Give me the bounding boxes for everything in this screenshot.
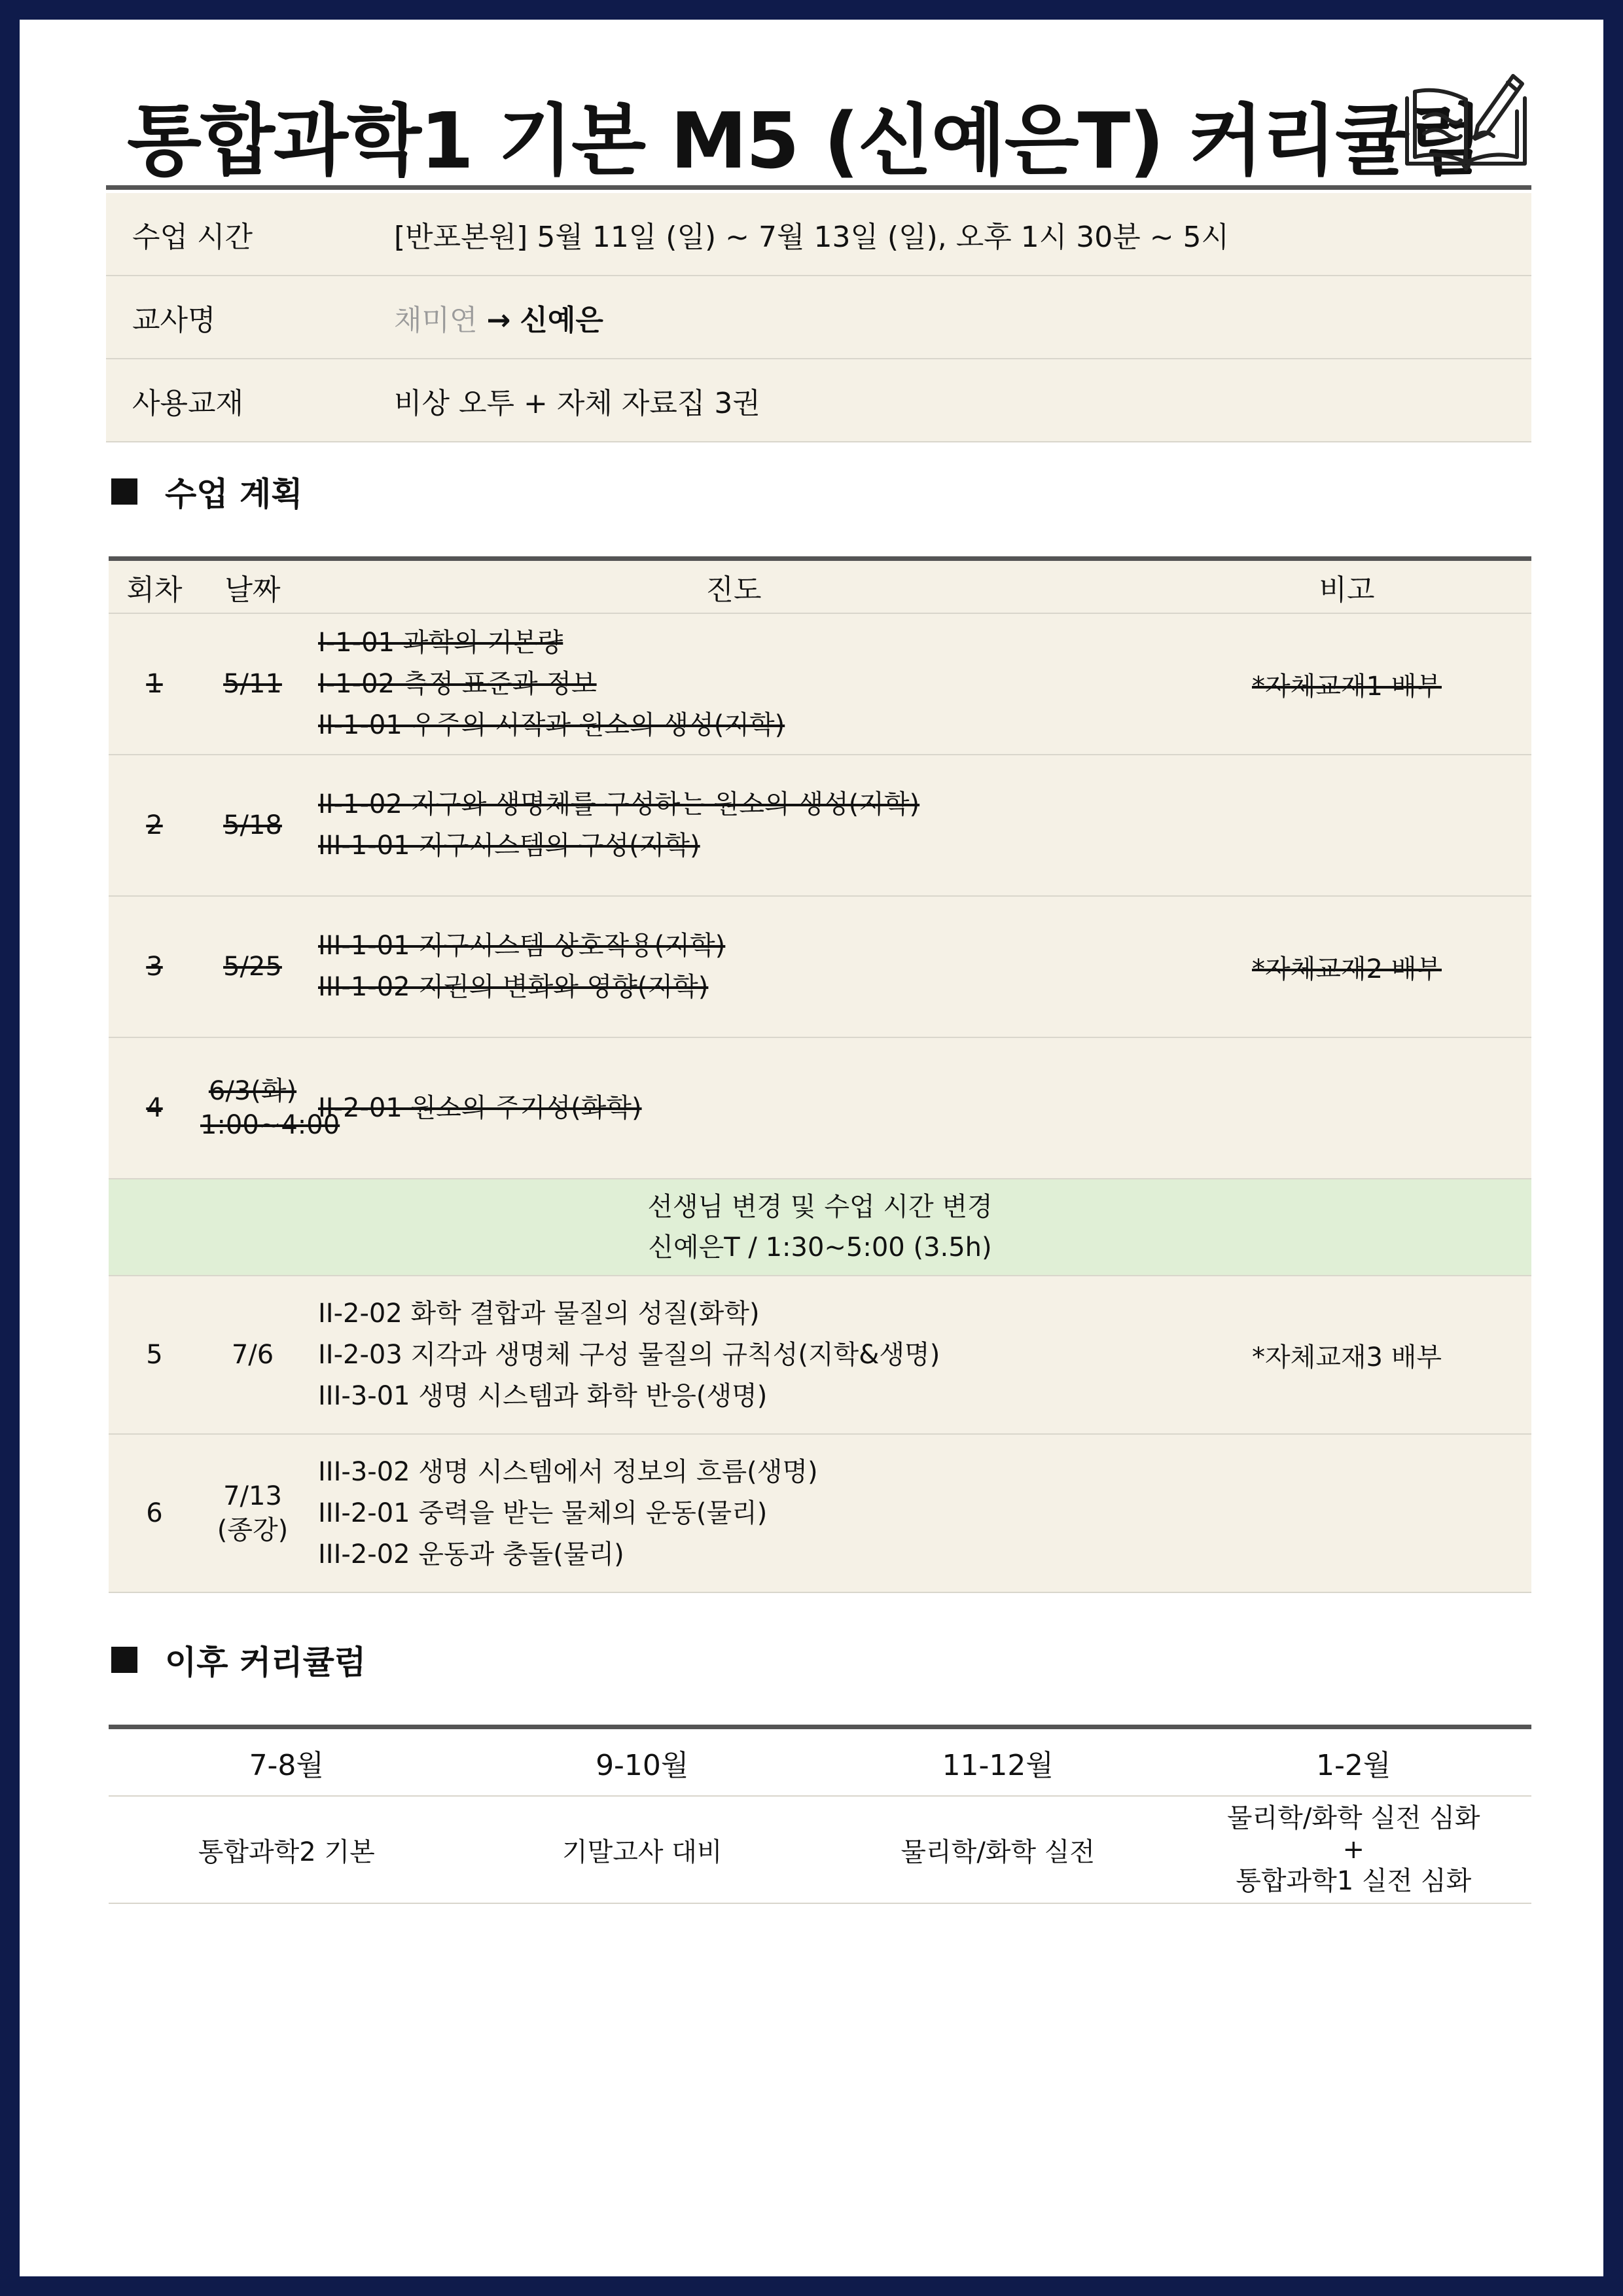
header-note: 비고: [1319, 573, 1375, 607]
progress-line: I-1-02 측정 표준과 정보: [318, 668, 597, 699]
progress-line: III-2-02 운동과 충돌(물리): [318, 1539, 624, 1570]
row-progress: [305, 925, 1162, 1008]
future-header-cell: 11-12월: [942, 1748, 1054, 1782]
row-no: 6: [146, 1498, 163, 1528]
row-progress: [305, 1452, 1162, 1575]
progress-line: II-1-01 우주의 시작과 원소의 생성(지학): [318, 709, 785, 740]
info-row-textbook: [106, 359, 1531, 442]
header: [106, 59, 1531, 190]
future-cell: 기말고사 대비: [562, 1837, 722, 1867]
progress-line: III-3-01 생명 시스템과 화학 반응(생명): [318, 1380, 768, 1411]
teacher-value: [394, 296, 1531, 338]
table-row: [109, 755, 1531, 897]
square-bullet-icon: [111, 478, 137, 505]
date-line: (종강): [217, 1515, 289, 1545]
row-progress: [305, 784, 1162, 867]
date-line: 6/3(화): [208, 1076, 297, 1106]
info-row-class-time: [106, 193, 1531, 276]
table-row: [109, 897, 1531, 1038]
future-section-title: [111, 1636, 366, 1683]
document-page: [20, 20, 1603, 2276]
row-date: 5/25: [223, 952, 282, 982]
future-cell: [1176, 1803, 1532, 1897]
future-header-cell: 7-8월: [249, 1748, 324, 1782]
class-time-value: [반포본원] 5월 11일 (일) ~ 7월 13일 (일), 오후 1시 30분 ~ 5시: [394, 220, 1230, 254]
table-row: [109, 1435, 1531, 1593]
future-header-cell: 9-10월: [596, 1748, 689, 1782]
row-no: 5: [146, 1340, 163, 1370]
info-row-teacher: [106, 276, 1531, 359]
row-note: *자체교재2 배부: [1251, 954, 1442, 984]
progress-line: III-3-02 생명 시스템에서 정보의 흐름(생명): [318, 1456, 818, 1487]
textbook-label: 사용교재: [132, 386, 244, 420]
info-table: [106, 193, 1531, 442]
future-cell: 통합과학2 기본: [198, 1837, 375, 1867]
progress-line: III-1-02 지권의 변화와 영향(지학): [318, 972, 709, 1002]
future-cell: 물리학/화학 실전: [901, 1837, 1096, 1867]
square-bullet-icon: [111, 1647, 137, 1673]
row-progress: [305, 622, 1162, 746]
progress-line: III-2-01 중력을 받는 물체의 운동(물리): [318, 1498, 768, 1528]
row-no: 3: [146, 952, 163, 982]
row-date: 5/18: [223, 810, 282, 840]
future-header-cell: 1-2월: [1316, 1748, 1391, 1782]
future-table-header: [109, 1725, 1531, 1797]
header-date: 날짜: [224, 573, 281, 607]
page-title: 통합과학1 기본 M5 (신예은T) 커리큘럼: [127, 96, 1482, 186]
row-no: 1: [146, 669, 163, 699]
future-cell-line: 통합과학1 실전 심화: [1236, 1866, 1472, 1896]
progress-line: III-1-01 지구시스템 상호작용(지학): [318, 931, 726, 961]
plan-table: [109, 556, 1531, 1593]
row-date: 7/6: [231, 1340, 274, 1370]
teacher-arrow: →: [486, 303, 511, 337]
notice-line-1: 선생님 변경 및 수업 시간 변경: [647, 1192, 993, 1222]
future-cell-line: +: [1342, 1835, 1364, 1865]
row-no: 4: [146, 1093, 163, 1123]
plan-section-title: [111, 468, 303, 515]
table-row: [109, 1276, 1531, 1435]
progress-line: I-1-01 과학의 기본량: [318, 627, 563, 658]
row-note: *자체교재3 배부: [1251, 1342, 1442, 1372]
progress-line: II-2-03 지각과 생명체 구성 물질의 규칙성(지학&생명): [318, 1339, 940, 1370]
class-time-label: 수업 시간: [132, 220, 253, 254]
future-table-row: [109, 1797, 1531, 1904]
teacher-label: 교사명: [132, 303, 216, 337]
future-curriculum-table: [109, 1725, 1531, 1904]
date-line: 7/13: [223, 1481, 282, 1511]
notice-line-2: 신예은T / 1:30~5:00 (3.5h): [648, 1232, 992, 1263]
row-date: [200, 1479, 305, 1547]
open-book-pen-icon: [1400, 65, 1531, 177]
progress-line: III-1-01 지구시스템의 구성(지학): [318, 831, 700, 861]
date-line: 1:00~4:00: [200, 1110, 340, 1140]
plan-table-header: [109, 556, 1531, 614]
row-note: *자체교재1 배부: [1251, 671, 1442, 702]
progress-line: II-1-02 지구와 생명체를 구성하는 원소의 생성(지학): [318, 789, 920, 819]
textbook-value: 비상 오투 + 자체 자료집 3권: [394, 386, 760, 420]
header-progress: 진도: [705, 573, 762, 607]
progress-line: II-2-02 화학 결합과 물질의 성질(화학): [318, 1298, 760, 1329]
future-section-label: 이후 커리큘럼: [165, 1643, 366, 1681]
progress-line: II-2-01 원소의 주기성(화학): [318, 1092, 642, 1123]
plan-section-label: 수업 계획: [165, 475, 303, 513]
table-row: [109, 614, 1531, 755]
row-no: 2: [146, 810, 163, 840]
row-date: 5/11: [223, 669, 282, 699]
teacher-old: 채미연: [394, 303, 478, 337]
row-progress: [305, 1088, 1162, 1129]
future-cell-line: 물리학/화학 실전 심화: [1226, 1803, 1480, 1833]
header-no: 회차: [126, 573, 183, 607]
teacher-new: 신예은: [520, 303, 603, 337]
table-row: [109, 1038, 1531, 1179]
row-date: [200, 1074, 340, 1142]
row-progress: [305, 1293, 1162, 1417]
schedule-change-notice: [109, 1179, 1531, 1276]
